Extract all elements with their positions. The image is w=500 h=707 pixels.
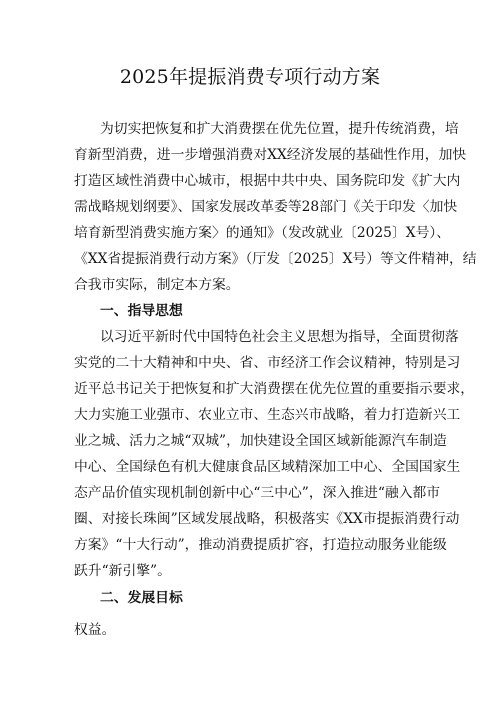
section1-line-8: 圈、对接长珠闽”区域发展战略，积极落实《XX市提振消费行动 [74,511,460,527]
section1-line-2: 实党的二十大精神和中央、省、市经济工作会议精神，特别是习 [74,355,461,371]
section-heading-development-goals: 二、发展目标 [100,590,183,606]
section1-line-1: 以习近平新时代中国特色社会主义思想为指导，全面贯彻落 [100,329,459,345]
section1-line-9: 方案》“十大行动”，推动消费提质扩容，打造拉动服务业能级 [74,537,447,553]
intro-line-4: 需战略规划纲要》、国家发展改革委等28部门《关于印发〈加快 [74,199,458,215]
section1-line-7: 态产品价值实现机制创新中心“三中心”，深入推进“融入都市 [74,485,441,501]
intro-line-5: 培育新型消费实施方案〉的通知》（发改就业〔2025〕X号）、 [74,225,451,241]
intro-line-7: 合我市实际，制定本方案。 [74,277,240,293]
section1-line-5: 业之城、活力之城“双城”，加快建设全国区域新能源汽车制造 [74,433,447,449]
intro-line-3: 打造区域性消费中心城市，根据中共中央、国务院印发《扩大内 [74,173,461,189]
section1-line-10: 跃升“新引擎”。 [74,563,171,579]
section1-line-6: 中心、全国绿色有机大健康食品区域精深加工中心、全国国家生 [74,459,461,475]
section1-line-4: 大力实施工业强市、农业立市、生态兴市战略，着力打造新兴工 [74,407,461,423]
section-heading-guiding-ideology: 一、指导思想 [100,303,183,319]
intro-line-6: 《XX省提振消费行动方案》（厅发〔2025〕X号）等文件精神，结 [74,251,477,267]
document-title: 2025年提振消费专项行动方案 [119,66,381,88]
intro-line-1: 为切实把恢复和扩大消费摆在优先位置，提升传统消费，培 [100,121,459,137]
section1-line-3: 近平总书记关于把恢复和扩大消费摆在优先位置的重要指示要求， [74,381,475,397]
intro-line-2: 育新型消费，进一步增强消费对XX经济发展的基础性作用，加快 [74,147,467,163]
section2-text: 权益。 [74,622,116,638]
